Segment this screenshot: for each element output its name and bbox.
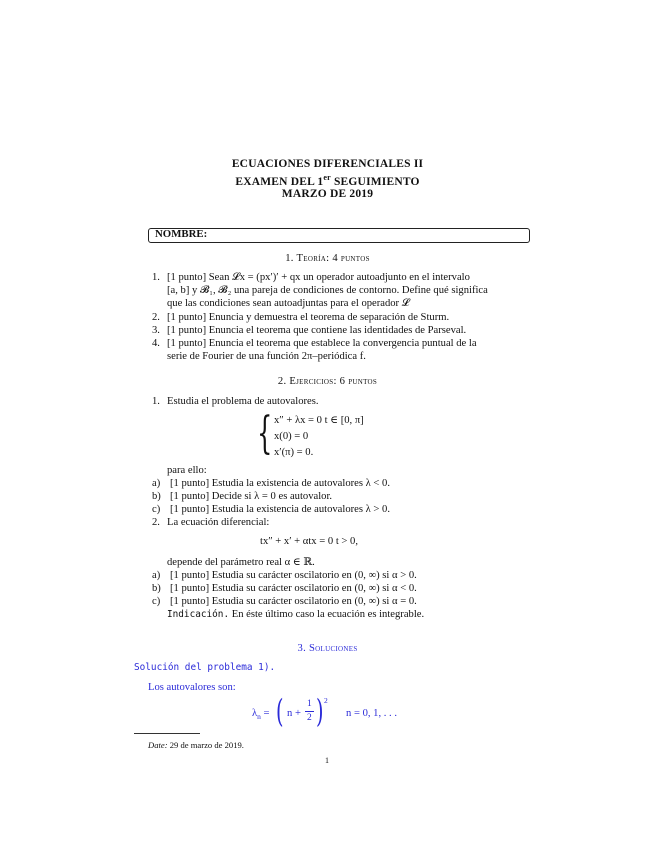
- system-brace: {: [257, 408, 273, 459]
- exponent: 2: [324, 696, 328, 705]
- lambda-subscript: n: [257, 712, 261, 722]
- system-line-2: x(0) = 0: [274, 431, 309, 442]
- s1-item-4-line-1: [1 punto] Enuncia el teorema que establece la convergencia puntual de la: [167, 338, 477, 349]
- indicacion-text: En éste último caso la ecuación es integrable.: [229, 609, 425, 620]
- nombre-label: NOMBRE:: [155, 228, 208, 240]
- s1-item-2-line-1: [1 punto] Enuncia y demuestra el teorema de separación de Sturm.: [167, 312, 450, 323]
- n-range: n = 0, 1, . . .: [346, 708, 397, 719]
- s1-item-3-line-1: [1 punto] Enuncia el teorema que contiene las identidades de Parseval.: [167, 325, 467, 336]
- title-superscript: er: [323, 173, 331, 182]
- s1-item-2-num: 2.: [152, 312, 160, 323]
- autovalores-text: Los autovalores son:: [148, 682, 236, 693]
- title-line-2: [0, 173, 655, 188]
- s2-problem-2-intro: La ecuación diferencial:: [167, 517, 270, 528]
- footnote: [148, 739, 244, 752]
- s1-item-3-num: 3.: [152, 325, 160, 336]
- s1-item-1-line-2: [a, b] y 𝓑₁, 𝓑₂ una pareja de condiciones de contorno. Define qué significa: [167, 285, 488, 296]
- title-line-2-text: EXAMEN DEL 1: [235, 175, 324, 188]
- p1-part-c-text: [1 punto] Estudia la existencia de autovalores λ > 0.: [170, 504, 390, 515]
- p2-part-b-text: [1 punto] Estudia su carácter oscilatorio en (0, ∞) si α < 0.: [170, 583, 417, 594]
- p2-part-c-label: c): [152, 596, 161, 607]
- footnote-text: 29 de marzo de 2019.: [167, 740, 244, 750]
- left-paren: (: [276, 692, 284, 730]
- s1-item-4-line-2: serie de Fourier de una función 2π–periódica f.: [167, 351, 366, 362]
- para-ello: para ello:: [167, 465, 207, 476]
- p2-part-a-text: [1 punto] Estudia su carácter oscilatorio en (0, ∞) si α > 0.: [170, 570, 417, 581]
- lambda-symbol: λ: [252, 708, 258, 719]
- nombre-field[interactable]: [148, 228, 530, 243]
- frac-denominator: 2: [307, 713, 312, 723]
- lambda-n-plus: n +: [287, 708, 301, 719]
- section-2-title: 2. Ejercicios: 6 puntos: [277, 376, 378, 387]
- s2-problem-2-num: 2.: [152, 517, 160, 528]
- indicacion: [167, 608, 424, 621]
- s2-problem-1-intro: Estudia el problema de autovalores.: [167, 396, 319, 407]
- s1-item-1-line-1: [1 punto] Sean 𝓛x = (px′)′ + qx un operador autoadjunto en el intervalo: [167, 272, 470, 283]
- footnote-label: Date:: [148, 740, 168, 750]
- lambda-lhs: $\lambda_n$ =: [252, 708, 270, 722]
- title-line-3: MARZO DE 2019: [281, 188, 374, 200]
- solucion-label: Solución del problema 1).: [134, 662, 276, 673]
- s1-item-1-num: 1.: [152, 272, 160, 283]
- system-line-1: x″ + λx = 0 t ∈ [0, π]: [274, 415, 364, 426]
- p2-part-c-text: [1 punto] Estudia su carácter oscilatorio en (0, ∞) si α = 0.: [170, 596, 417, 607]
- s1-item-4-num: 4.: [152, 338, 160, 349]
- system-line-3: x′(π) = 0.: [274, 447, 314, 458]
- right-paren: ): [316, 692, 324, 730]
- frac-numerator: 1: [307, 699, 312, 709]
- footnote-rule: [134, 733, 200, 734]
- p1-part-a-label: a): [152, 478, 161, 489]
- p2-equation: tx″ + x′ + αtx = 0 t > 0,: [260, 536, 358, 547]
- indicacion-label: Indicación.: [167, 609, 230, 620]
- s1-item-1-line-3: que las condiciones sean autoadjuntas para el operador 𝓛: [167, 298, 410, 309]
- section-3-title: 3. Soluciones: [297, 643, 358, 654]
- p2-part-b-label: b): [152, 583, 161, 594]
- p1-part-b-label: b): [152, 491, 161, 502]
- p1-part-b-text: [1 punto] Decide si λ = 0 es autovalor.: [170, 491, 333, 502]
- p2-depende: depende del parámetro real α ∈ ℝ.: [167, 557, 315, 568]
- p1-part-c-label: c): [152, 504, 161, 515]
- page-number: 1: [325, 756, 329, 765]
- p2-part-a-label: a): [152, 570, 161, 581]
- p1-part-a-text: [1 punto] Estudia la existencia de autovalores λ < 0.: [170, 478, 390, 489]
- title-line-2-rest: SEGUIMIENTO: [330, 175, 420, 188]
- s2-problem-1-num: 1.: [152, 396, 160, 407]
- section-1-title: 1. Teoría: 4 puntos: [285, 253, 370, 264]
- title-line-1: ECUACIONES DIFERENCIALES II: [231, 158, 424, 170]
